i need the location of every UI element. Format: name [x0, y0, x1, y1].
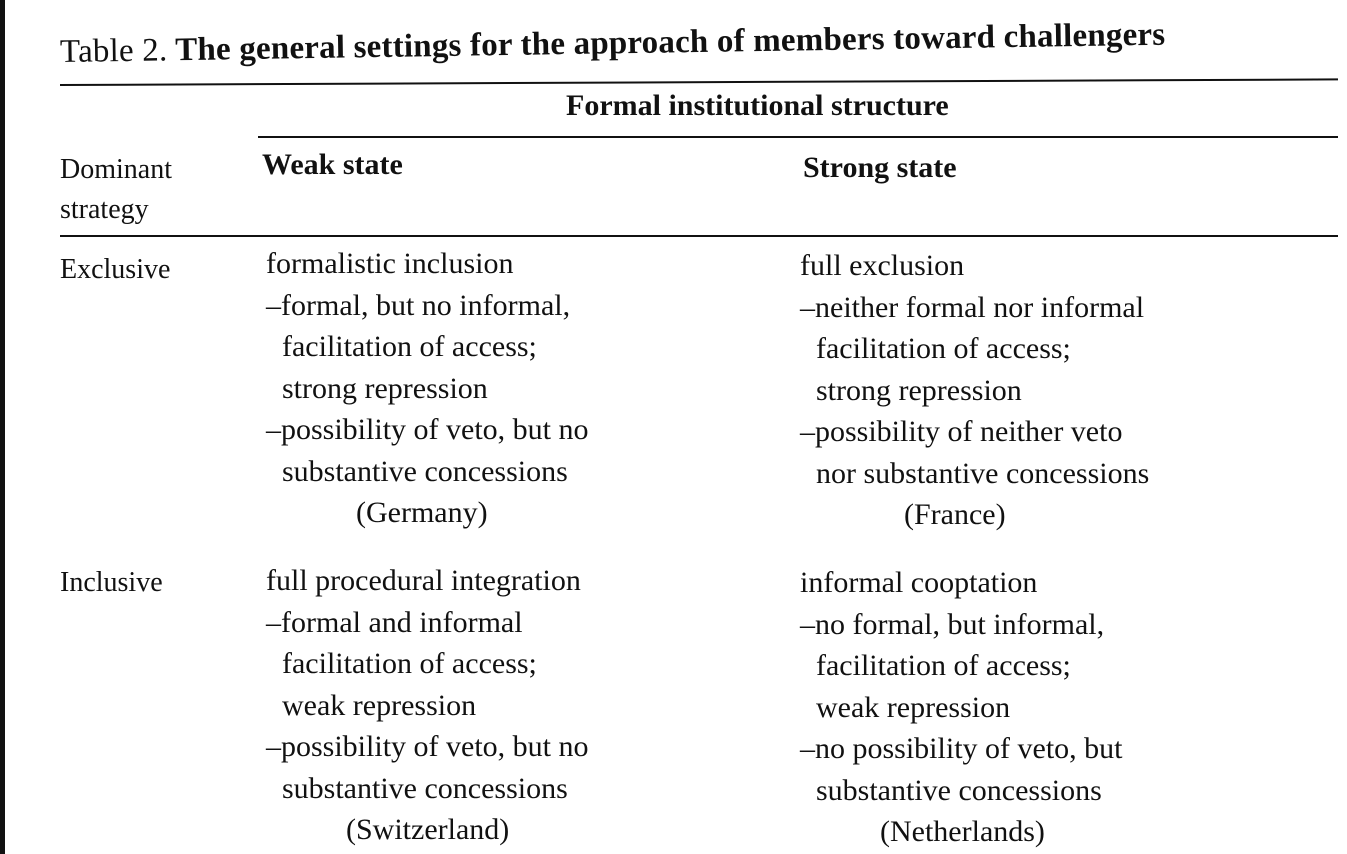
cell-line: substantive concessions: [282, 771, 568, 805]
cell-line: –no formal, but informal,: [800, 607, 1105, 641]
cell-line: –neither formal nor informal: [800, 290, 1145, 324]
cell-heading: full exclusion: [800, 249, 965, 282]
cell-line: strong repression: [282, 371, 488, 405]
header-rule: [60, 235, 1338, 237]
page-left-border: [0, 0, 5, 854]
cell-country: (Netherlands): [880, 815, 1045, 848]
cell-line: facilitation of access;: [282, 647, 537, 680]
cell-line: weak repression: [816, 690, 1011, 724]
cell-heading: full procedural integration: [266, 564, 581, 597]
cell-exclusive-strong-state: [800, 245, 1149, 536]
cell-inclusive-weak-state: [266, 560, 589, 851]
cell-line: –possibility of neither veto: [800, 415, 1123, 448]
cell-line: substantive concessions: [816, 773, 1102, 807]
table-number: Table 2.: [59, 32, 168, 70]
cell-line: –formal, but no informal,: [266, 288, 571, 322]
column-group-rule: [258, 136, 1338, 138]
cell-line: facilitation of access;: [282, 330, 537, 363]
cell-heading: formalistic inclusion: [266, 247, 514, 280]
cell-line: –formal and informal: [266, 605, 523, 639]
row-header-line: strategy: [60, 194, 149, 225]
column-header-weak-state: Weak state: [262, 148, 403, 181]
cell-country: (Germany): [356, 496, 488, 529]
cell-line: –possibility of veto, but no: [266, 413, 589, 446]
cell-line: –no possibility of veto, but: [800, 732, 1123, 765]
row-label-exclusive: Exclusive: [60, 254, 171, 285]
cell-exclusive-weak-state: [266, 243, 589, 534]
table-title-text: The general settings for the approach of members toward challengers: [174, 16, 1166, 69]
table-title: [60, 17, 1166, 71]
cell-country: (Switzerland): [346, 813, 510, 846]
cell-line: –possibility of veto, but no: [266, 730, 589, 763]
cell-line: strong repression: [816, 373, 1022, 407]
cell-country: (France): [904, 498, 1006, 531]
column-group-header: Formal institutional structure: [566, 89, 949, 122]
row-header-title: [60, 150, 172, 230]
column-header-strong-state: Strong state: [803, 151, 957, 184]
cell-line: substantive concessions: [282, 454, 568, 488]
row-label-inclusive: Inclusive: [60, 567, 163, 598]
top-rule: [60, 78, 1338, 86]
cell-line: nor substantive concessions: [816, 456, 1150, 490]
cell-line: weak repression: [282, 688, 477, 722]
row-header-line: Dominant: [60, 154, 172, 185]
cell-line: facilitation of access;: [816, 649, 1071, 682]
cell-heading: informal cooptation: [800, 566, 1038, 599]
cell-inclusive-strong-state: [800, 562, 1123, 853]
cell-line: facilitation of access;: [816, 332, 1071, 365]
